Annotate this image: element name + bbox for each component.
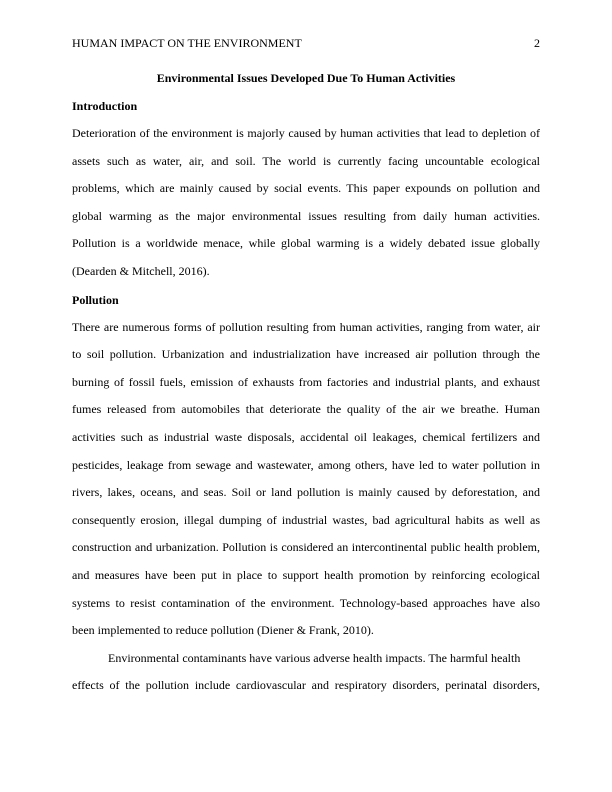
text-line: and measures have been put in place to support health promotion by reinforcing ecological bbox=[72, 567, 540, 582]
text-line: Environmental contaminants have various adverse health impacts. The harmful health bbox=[108, 650, 521, 665]
page-number: 2 bbox=[534, 36, 540, 50]
text-line: construction and urbanization. Pollution is considered an intercontinental public health problem, bbox=[72, 540, 540, 555]
text-line: (Dearden & Mitchell, 2016). bbox=[72, 263, 210, 278]
text-line: effects of the pollution include cardiovascular and respiratory disorders, perinatal disorders, bbox=[72, 678, 540, 693]
section-heading-introduction: Introduction bbox=[72, 99, 138, 113]
text-line: Pollution is a worldwide menace, while global warming is a widely debated issue globally bbox=[72, 236, 540, 251]
introduction-paragraph bbox=[72, 120, 540, 286]
pollution-paragraph-1 bbox=[72, 314, 540, 645]
text-line: assets such as water, air, and soil. The world is currently facing uncountable ecological bbox=[72, 153, 540, 168]
text-line: burning of fossil fuels, emission of exhausts from factories and industrial plants, and exhaust bbox=[72, 374, 540, 389]
text-line: fumes released from automobiles that deteriorate the quality of the air we breathe. Human bbox=[72, 402, 540, 417]
text-line: to soil pollution. Urbanization and industrialization have increased air pollution through the bbox=[72, 347, 540, 362]
text-line: pesticides, leakage from sewage and wastewater, among others, have led to water pollution in bbox=[72, 457, 540, 472]
text-line: Deterioration of the environment is majorly caused by human activities that lead to depletion of bbox=[72, 126, 540, 140]
text-line: There are numerous forms of pollution resulting from human activities, ranging from water, air bbox=[72, 319, 540, 334]
running-head: HUMAN IMPACT ON THE ENVIRONMENT bbox=[72, 36, 302, 50]
document-body bbox=[72, 64, 540, 700]
text-line: systems to resist contamination of the environment. Technology-based approaches have also bbox=[72, 595, 540, 610]
text-line: problems, which are mainly caused by social events. This paper expounds on pollution and bbox=[72, 181, 540, 196]
text-line: global warming as the major environmental issues resulting from daily human activities. bbox=[72, 208, 540, 223]
section-heading-pollution: Pollution bbox=[72, 292, 119, 307]
text-line: rivers, lakes, oceans, and seas. Soil or land pollution is mainly caused by deforestation, and bbox=[72, 485, 540, 500]
text-line: been implemented to reduce pollution (Diener & Frank, 2010). bbox=[72, 623, 374, 638]
text-line: consequently erosion, illegal dumping of industrial wastes, bad agricultural habits as well as bbox=[72, 512, 540, 527]
pollution-paragraph-2 bbox=[72, 645, 540, 700]
document-title: Environmental Issues Developed Due To Human Activities bbox=[156, 71, 456, 85]
text-line: activities such as industrial waste disposals, accidental oil leakages, chemical fertilizers and bbox=[72, 429, 540, 444]
